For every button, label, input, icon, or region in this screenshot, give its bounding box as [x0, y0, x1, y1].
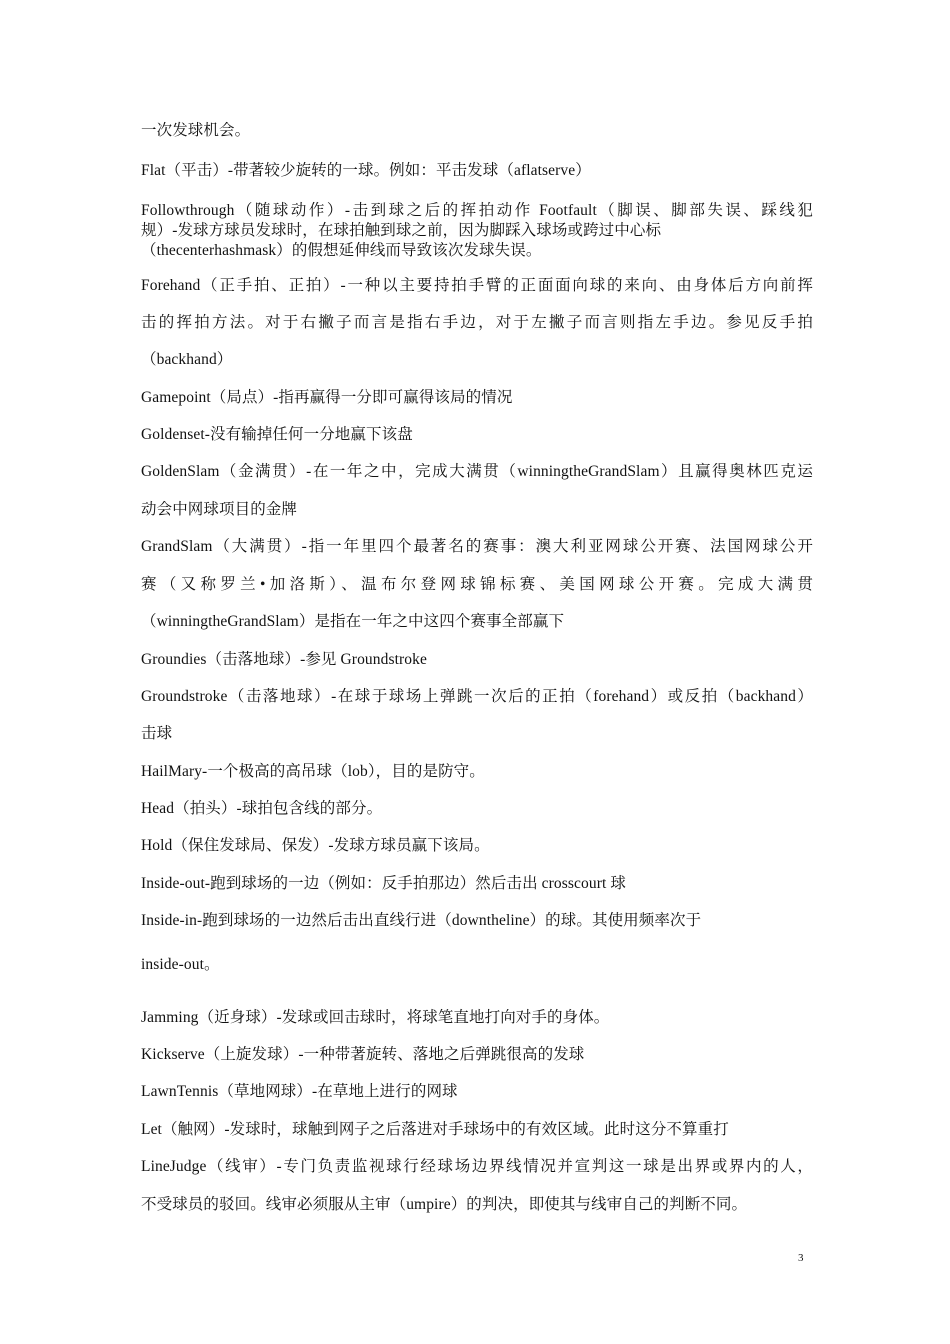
text-line: Groundies（击落地球）-参见 Groundstroke: [141, 651, 427, 668]
text-line: Jamming（近身球）-发球或回击球时，将球笔直地打向对手的身体。: [141, 1009, 610, 1026]
text-line: Groundstroke（击落地球）-在球于球场上弹跳一次后的正拍（forehand）或反拍（backhand）: [141, 688, 813, 705]
text-line: 动会中网球项目的金牌: [141, 501, 298, 518]
text-line: Head（拍头）-球拍包含线的部分。: [141, 800, 383, 817]
text-line: Followthrough（随球动作）-击到球之后的挥拍动作 Footfault（脚误、脚部失误、踩线犯: [141, 202, 813, 219]
text-line: 击的挥拍方法。对于右撇子而言是指右手边，对于左撇子而言则指左手边。参见反手拍: [141, 314, 813, 331]
text-line: （thecenterhashmask）的假想延伸线而导致该次发球失误。: [141, 242, 542, 259]
text-line: 不受球员的驳回。线审必须服从主审（umpire）的判决，即使其与线审自己的判断不同。: [141, 1196, 748, 1213]
text-line: 规）-发球方球员发球时，在球拍触到球之前，因为脚踩入球场或跨过中心标: [141, 222, 662, 239]
text-line: LineJudge（线审）-专门负责监视球行经球场边界线情况并宣判这一球是出界或界内的人，: [141, 1158, 813, 1175]
text-line: Let（触网）-发球时，球触到网子之后落进对手球场中的有效区域。此时这分不算重打: [141, 1121, 729, 1138]
text-line: Inside-out-跑到球场的一边（例如：反手拍那边）然后击出 crosscourt 球: [141, 875, 626, 892]
text-line: inside-out。: [141, 956, 220, 973]
text-line: HailMary-一个极高的高吊球（lob），目的是防守。: [141, 763, 485, 780]
text-line: GoldenSlam（金满贯）-在一年之中，完成大满贯（winningtheGrandSlam）且赢得奥林匹克运: [141, 463, 813, 480]
text-line: 击球: [141, 725, 173, 742]
text-line: GrandSlam（大满贯）-指一年里四个最著名的赛事：澳大利亚网球公开赛、法国网球公开: [141, 538, 813, 555]
text-line: 赛（又称罗兰•加洛斯）、温布尔登网球锦标赛、美国网球公开赛。完成大满贯: [141, 576, 813, 593]
text-line: LawnTennis（草地网球）-在草地上进行的网球: [141, 1083, 458, 1100]
text-line: Gamepoint（局点）-指再赢得一分即可赢得该局的情况: [141, 389, 513, 406]
text-line: Forehand（正手拍、正拍）-一种以主要持拍手臂的正面面向球的来向、由身体后方向前挥: [141, 277, 813, 294]
text-line: 一次发球机会。: [141, 122, 251, 139]
text-line: （winningtheGrandSlam）是指在一年之中这四个赛事全部赢下: [141, 613, 565, 630]
text-line: Hold（保住发球局、保发）-发球方球员赢下该局。: [141, 837, 490, 854]
text-line: Inside-in-跑到球场的一边然后击出直线行进（downtheline）的球。其使用频率次于: [141, 912, 702, 929]
text-line: Goldenset-没有输掉任何一分地赢下该盘: [141, 426, 413, 443]
text-line: Flat（平击）-带著较少旋转的一球。例如：平击发球（aflatserve）: [141, 162, 591, 179]
text-line: Kickserve（上旋发球）-一种带著旋转、落地之后弹跳很高的发球: [141, 1046, 585, 1063]
text-line: （backhand）: [141, 351, 233, 368]
page-number: 3: [798, 1252, 804, 1264]
